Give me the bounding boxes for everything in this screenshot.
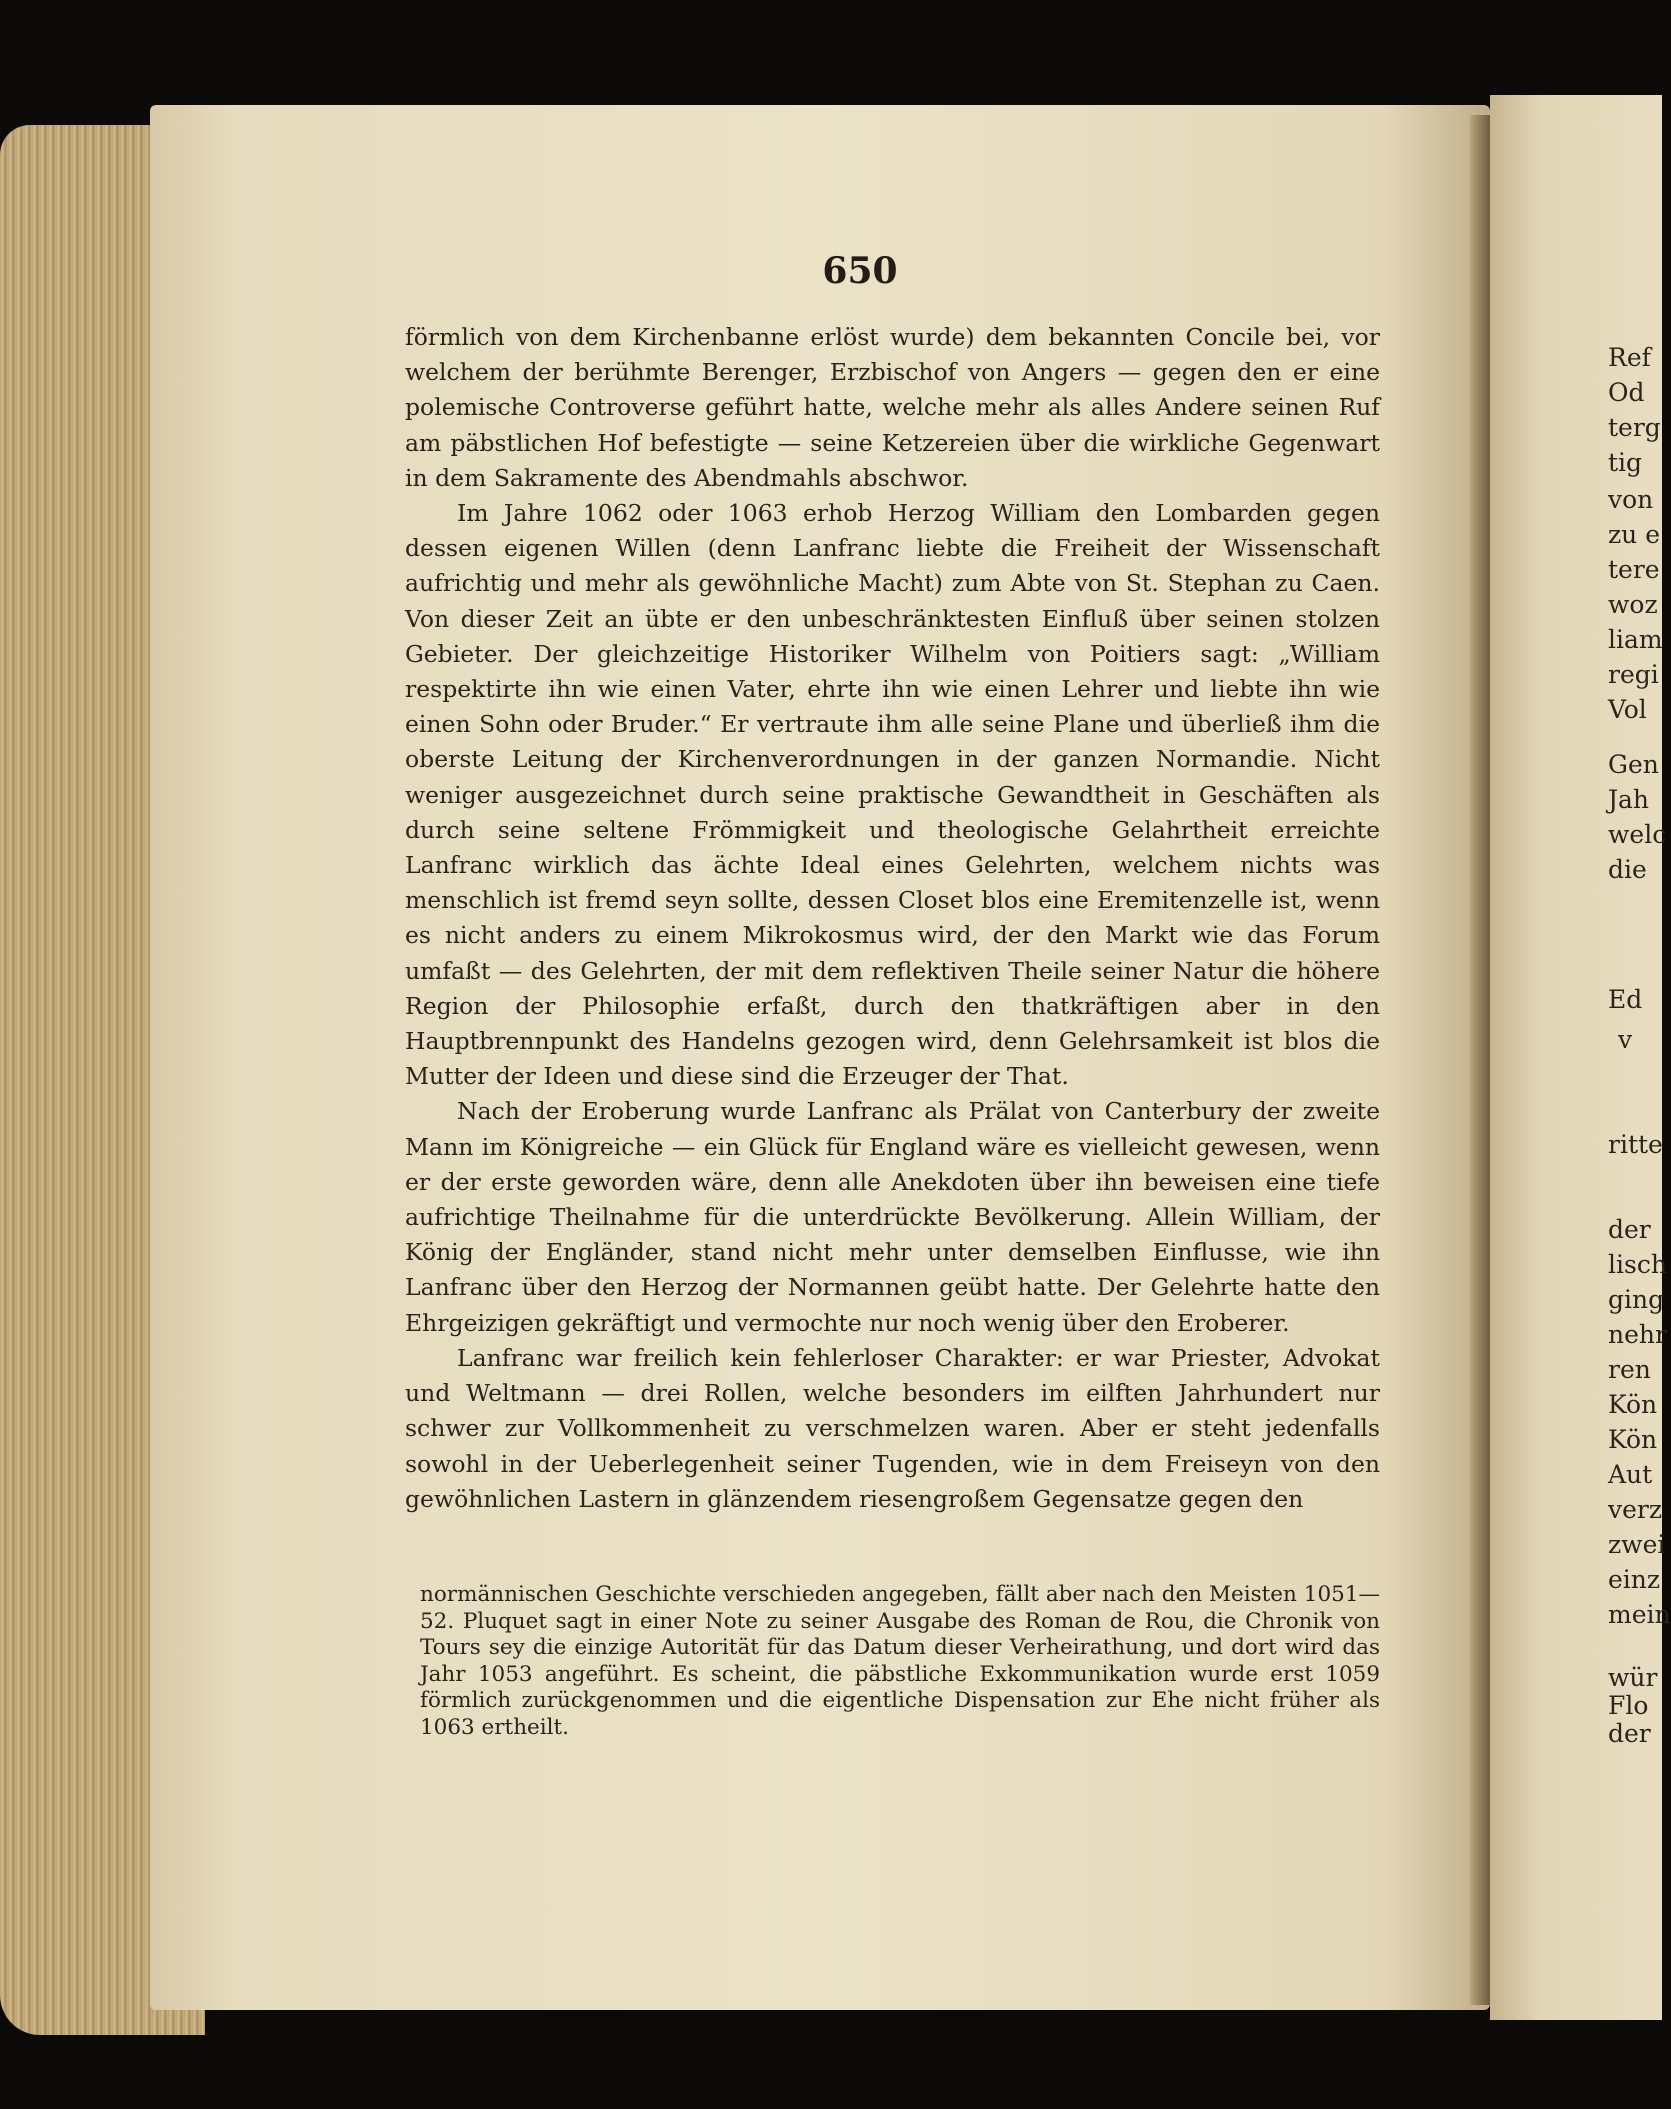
- facing-page-fragment: der: [1608, 1719, 1651, 1748]
- facing-page-fragment: ren: [1608, 1355, 1651, 1384]
- facing-page-fragment: terg: [1608, 413, 1661, 442]
- main-text: [405, 320, 1380, 1517]
- facing-page-fragment: welc: [1608, 820, 1667, 849]
- facing-page-fragment: einz: [1608, 1565, 1661, 1594]
- footnote: [420, 1582, 1380, 1741]
- facing-page-fragment: Gen: [1608, 750, 1659, 779]
- facing-page-fragment: Kön: [1608, 1425, 1658, 1454]
- facing-page-fragment: von: [1608, 485, 1654, 514]
- facing-page-fragment: Aut: [1608, 1460, 1653, 1489]
- facing-page-fragment: zu e: [1608, 520, 1661, 549]
- facing-page-fragment: verz: [1608, 1495, 1663, 1524]
- facing-page-fragment: Od: [1608, 378, 1645, 407]
- facing-page-fragment: zwei: [1608, 1530, 1666, 1559]
- facing-page-fragment: mein: [1608, 1600, 1671, 1629]
- page-number: 650: [822, 250, 898, 292]
- facing-page-fragment: die: [1608, 855, 1647, 884]
- facing-page-fragment: der: [1608, 1215, 1651, 1244]
- paragraph: förmlich von dem Kirchenbanne erlöst wurde) dem bekannten Concile bei, vor welchem der berühmte Berenger, Erzbischof von Angers — gegen den er eine polemische Controverse geführt hatte, welche mehr als alles Andere seinen Ruf am päbstlichen Hof befestigte — seine Ketzereien über die wirkliche Gegenwart in dem Sakramente des Abendmahls abschwor.: [405, 323, 1380, 492]
- facing-page-fragment: woz: [1608, 590, 1658, 619]
- facing-page-fragment: ging: [1608, 1285, 1665, 1314]
- facing-page-fragment: nehr: [1608, 1320, 1667, 1349]
- paragraph: Im Jahre 1062 oder 1063 erhob Herzog William den Lombarden gegen dessen eigenen Willen (denn Lanfranc liebte die Freiheit der Wissenschaft aufrichtig und mehr als gewöhnliche Macht) zum Abte von St. Stephan zu Caen. Von dieser Zeit an übte er den unbeschränktesten Einfluß über seinen stolzen Gebieter. Der gleichzeitige Historiker Wilhelm von Poitiers sagt: „William respektirte ihn wie einen Vater, ehrte ihn wie einen Lehrer und liebte ihn wie einen Sohn oder Bruder.“ Er vertraute ihm alle seine Plane und überließ ihm die oberste Leitung der Kirchenverordnungen in der ganzen Normandie. Nicht weniger ausgezeichnet durch seine praktische Gewandtheit in Geschäften als durch seine seltene Frömmigkeit und theologische Gelahrtheit erreichte Lanfranc wirklich das ächte Ideal eines Gelehrten, welchem nichts was menschlich ist fremd seyn sollte, dessen Closet blos eine Eremitenzelle ist, wenn es nicht anders zu einem Mikrokosmus wird, der den Markt wie das Forum umfaßt — des Gelehrten, der mit dem reflektiven Theile seiner Natur die höhere Region der Philosophie erfaßt, durch den thatkräftigen aber in den Hauptbrennpunkt des Handelns gezogen wird, denn Gelehrsamkeit ist blos die Mutter der Ideen und diese sind die Erzeuger der That.: [405, 499, 1380, 1091]
- facing-page-fragment: Kön: [1608, 1390, 1658, 1419]
- facing-page-fragment: Ed: [1608, 985, 1643, 1014]
- facing-page-fragment: Ref: [1608, 343, 1651, 372]
- facing-page-fragment: Flo: [1608, 1691, 1649, 1720]
- facing-page-fragment: tig: [1608, 448, 1643, 477]
- facing-page-fragment: liam: [1608, 625, 1663, 654]
- facing-page-fragment: tere: [1608, 555, 1660, 584]
- facing-page-fragment: regi: [1608, 660, 1659, 689]
- facing-page-fragment: Jah: [1608, 785, 1650, 814]
- paragraph: Nach der Eroberung wurde Lanfranc als Prälat von Canterbury der zweite Mann im Königreiche — ein Glück für England wäre es vielleicht gewesen, wenn er der erste geworden wäre, denn alle Anekdoten über ihn beweisen eine tiefe aufrichtige Theilnahme für die unterdrückte Bevölkerung. Allein William, der König der Engländer, stand nicht mehr unter demselben Einflusse, wie ihn Lanfranc über den Herzog der Normannen geübt hatte. Der Gelehrte hatte den Ehrgeizigen gekräftigt und vermochte nur noch wenig über den Eroberer.: [405, 1097, 1380, 1337]
- facing-page-edge: [1490, 95, 1671, 2020]
- facing-page-fragment: lisch: [1608, 1250, 1667, 1279]
- facing-page-fragment: wür: [1608, 1663, 1658, 1692]
- footnote-text: normännischen Geschichte verschieden angegeben, fällt aber nach den Meisten 1051—52. Pluquet sagt in einer Note zu seiner Ausgabe des Roman de Rou, die Chronik von Tours sey die einzige Autorität für das Datum dieser Verheirathung, und dort wird das Jahr 1053 angeführt. Es scheint, die päbstliche Exkommunikation wurde erst 1059 förmlich zurückgenommen und die eigentliche Dispensation zur Ehe nicht früher als 1063 ertheilt.: [420, 1582, 1380, 1740]
- paragraph: Lanfranc war freilich kein fehlerloser Charakter: er war Priester, Advokat und Weltmann — drei Rollen, welche besonders im eilften Jahrhundert nur schwer zur Vollkommenheit zu verschmelzen waren. Aber er steht jedenfalls sowohl in der Ueberlegenheit seiner Tugenden, wie in dem Freiseyn von den gewöhnlichen Lastern in glänzendem riesengroßem Gegensatze gegen den: [405, 1343, 1380, 1513]
- facing-page-fragment: Vol: [1608, 695, 1647, 724]
- facing-page-fragment: ritte: [1608, 1130, 1663, 1159]
- facing-page-fragment: v: [1618, 1025, 1633, 1054]
